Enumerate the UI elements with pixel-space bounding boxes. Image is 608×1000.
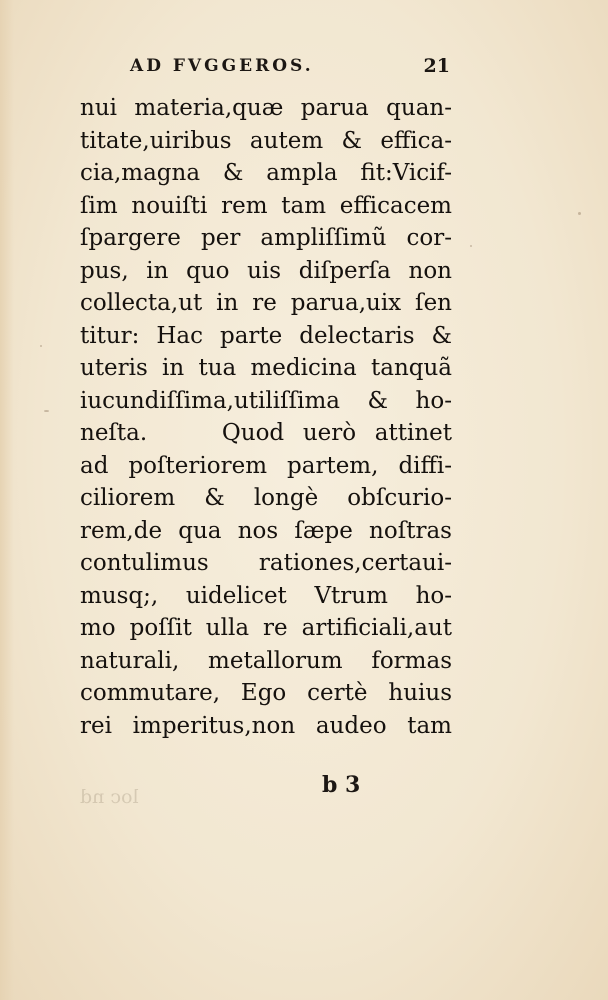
text-line: ſpargere per ampliſſimũ cor- (80, 225, 452, 251)
text-line: titur: Hac parte delectaris & (80, 322, 452, 349)
text-line: commutare, Ego certè huius (80, 680, 452, 706)
text-line: ad poſteriorem partem, diffi- (80, 452, 452, 479)
body-text (80, 92, 452, 742)
text-line: rem,de qua nos ſæpe noſtras (80, 517, 452, 544)
paper-speck (40, 345, 42, 347)
page-number: 21 (423, 55, 450, 77)
gutter-shadow (0, 0, 14, 1000)
paper-speck (470, 245, 472, 247)
text-line: contulimus rationes,certaui- (80, 550, 452, 576)
text-line: collecta,ut in re parua,uix ſen (80, 290, 452, 316)
text-line: nui materia,quæ parua quan- (80, 95, 452, 121)
running-title: AD FVGGEROS. (130, 56, 314, 76)
text-line: rei imperitus,non audeo tam (80, 712, 452, 739)
text-line: iucundiſſima,utiliſſima & ho- (80, 387, 452, 414)
text-line: titate,uiribus autem & effica- (80, 127, 452, 154)
text-line: ciliorem & longè obſcurio- (80, 485, 452, 511)
text-line: cia,magna & ampla fit:Vicif- (80, 160, 452, 186)
signature-mark: b 3 (322, 772, 361, 798)
text-line: mo poſſit ulla re artificiali,aut (80, 615, 452, 641)
text-line: neſta. Quod uerò attinet (80, 420, 452, 446)
paper-speck (44, 410, 49, 412)
text-line: musq;, uidelicet Vtrum ho- (80, 582, 452, 609)
text-line: ſim nouiſti rem tam efficacem (80, 192, 452, 219)
text-line: uteris in tua medicina tanquã (80, 355, 452, 381)
text-line: naturali, metallorum formas (80, 647, 452, 674)
text-line: pus, in quo uis diſperſa non (80, 257, 452, 284)
page-header (130, 56, 460, 86)
paper-speck (578, 212, 581, 215)
bleed-through-text: loc nd (80, 786, 139, 808)
